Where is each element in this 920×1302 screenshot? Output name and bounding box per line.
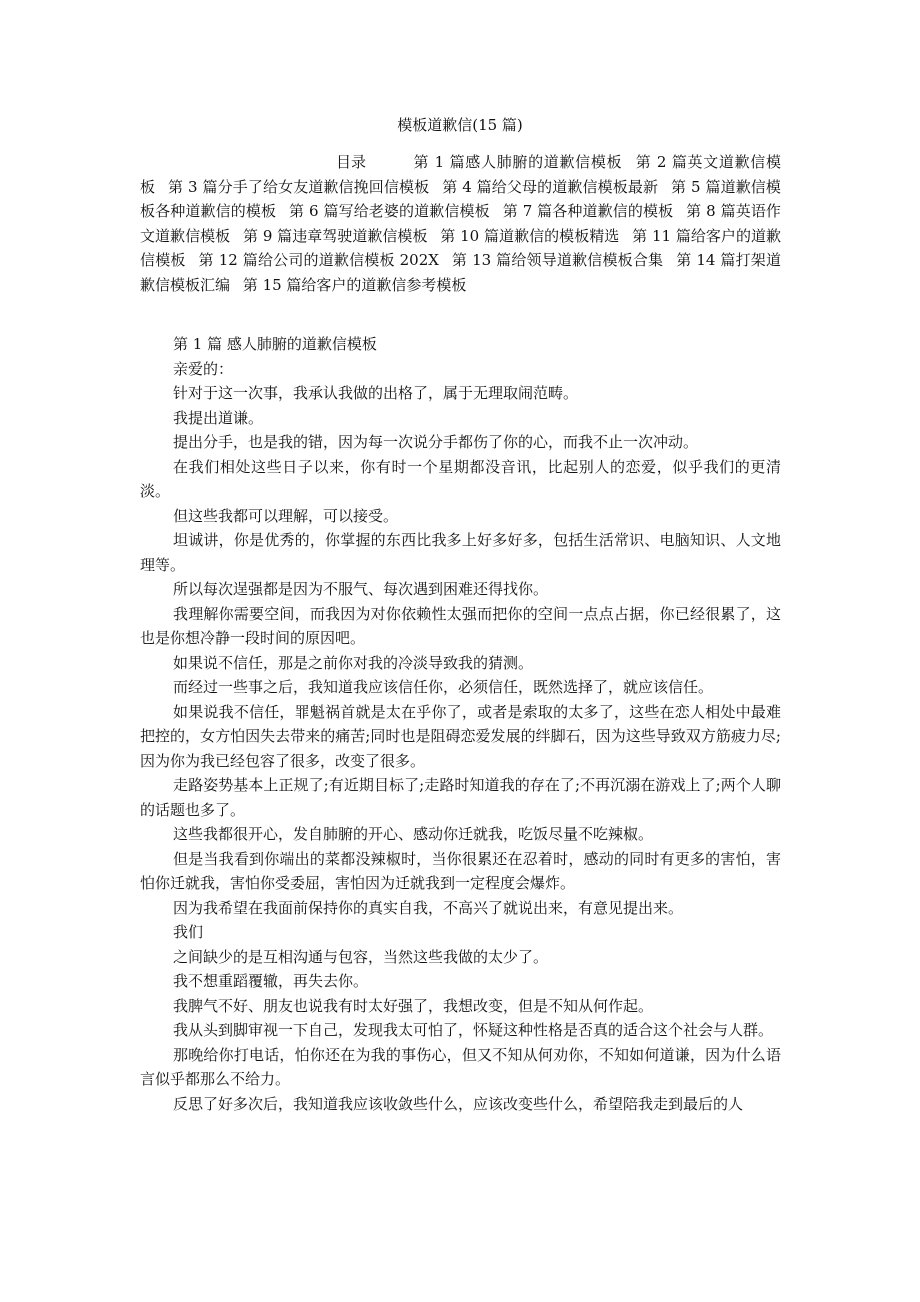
paragraph: 但这些我都可以理解，可以接受。 — [173, 506, 399, 525]
toc-item: 第 7 篇各种道歉信的模板 — [502, 202, 674, 220]
paragraph: 因为我希望在我面前保持你的真实自我，不高兴了就说出来，有意见提出来。 — [173, 898, 684, 917]
toc-item: 第 1 篇感人肺腑的道歉信模板 — [413, 153, 623, 171]
paragraph: 但是当我看到你端出的菜都没辣椒时，当你很累还在忍着时，感动的同时有更多的害怕，害怕你迁就我，害怕你受委屈，害怕因为迁就我到一定程度会爆炸。 — [140, 849, 781, 892]
paragraph: 如果说我不信任，罪魁祸首就是太在乎你了，或者是索取的太多了，这些在恋人相处中最难把控的，女方怕因失去带来的痛苦;同时也是阻碍恋爱发展的绊脚石，因为这些导致双方筋疲力尽;因为你为我已经包容了很多，改变了很多。 — [140, 702, 781, 770]
toc-item: 第 8 篇英语作文道歉信模板 — [140, 202, 781, 245]
paragraph: 如果说不信任，那是之前你对我的冷淡导致我的猜测。 — [173, 653, 534, 672]
document-body — [140, 332, 781, 1116]
toc-item: 第 15 篇给客户的道歉信参考模板 — [242, 275, 467, 294]
paragraph: 而经过一些事之后，我知道我应该信任你，必须信任，既然选择了，就应该信任。 — [173, 678, 714, 696]
toc-item: 第 5 篇道歉信模板各种道歉信的模板 — [140, 177, 781, 220]
toc-item: 第 11 篇给客户的道歉信模板 — [140, 226, 782, 269]
toc-item: 第 13 篇给领导道歉信模板合集 — [451, 251, 664, 269]
toc-item: 第 10 篇道歉信的模板精选 — [440, 226, 620, 245]
paragraph: 反思了好多次后，我知道我应该收敛些什么，应该改变些什么，希望陪我走到最后的人 — [173, 1094, 744, 1113]
toc-list — [140, 153, 781, 294]
toc-item: 第 4 篇给父母的道歉信模板最新 — [442, 177, 659, 196]
paragraph: 针对于这一次事，我承认我做的出格了，属于无理取闹范畴。 — [173, 384, 579, 402]
paragraph: 提出分手，也是我的错，因为每一次说分手都伤了你的心，而我不止一次冲动。 — [173, 433, 699, 451]
table-of-contents — [140, 150, 781, 297]
toc-item: 第 6 篇写给老婆的道歉信模板 — [289, 202, 490, 220]
paragraph: 亲爱的： — [173, 359, 234, 378]
toc-item: 第 3 篇分手了给女友道歉信挽回信模板 — [168, 177, 430, 196]
toc-item: 第 14 篇打架道歉信模板汇编 — [140, 251, 781, 294]
paragraph: 走路姿势基本上正规了;有近期目标了;走路时知道我的存在了;不再沉溺在游戏上了;两个人聊的话题也多了。 — [140, 776, 781, 819]
paragraph: 那晚给你打电话，怕你还在为我的事伤心，但又不知从何劝你，不知如何道谦，因为什么语言似乎都那么不给力。 — [140, 1045, 781, 1088]
document-title: 模板道歉信(15 篇) — [397, 116, 523, 134]
paragraph: 我从头到脚审视一下自己，发现我太可怕了，怀疑这种性格是否真的适合这个社会与人群。 — [173, 1021, 774, 1039]
toc-item: 第 9 篇违章驾驶道歉信模板 — [243, 226, 428, 245]
paragraph: 之间缺少的是互相沟通与包容，当然这些我做的太少了。 — [173, 947, 549, 966]
paragraph: 坦诚讲，你是优秀的，你掌握的东西比我多上好多好多，包括生活常识、电脑知识、人文地理等。 — [140, 531, 781, 574]
paragraph: 所以每次逞强都是因为不服气、每次遇到困难还得找你。 — [173, 580, 549, 598]
paragraph: 我脾气不好、朋友也说我有时太好强了，我想改变，但是不知从何作起。 — [173, 996, 654, 1015]
paragraph: 我不想重蹈覆辙，再失去你。 — [173, 972, 369, 990]
paragraph: 我们 — [173, 923, 204, 941]
paragraph: 这些我都很开心，发自肺腑的开心、感动你迁就我，吃饭尽量不吃辣椒。 — [173, 825, 654, 843]
paragraph: 在我们相处这些日子以来，你有时一个星期都没音讯，比起别人的恋爱，似乎我们的更清淡。 — [140, 457, 781, 500]
section-heading: 第 1 篇 感人肺腑的道歉信模板 — [173, 335, 377, 353]
toc-label: 目录 — [336, 153, 367, 171]
paragraph: 我理解你需要空间，而我因为对你依赖性太强而把你的空间一点点占据，你已经很累了，这也是你想冷静一段时间的原因吧。 — [140, 604, 781, 647]
paragraph: 我提出道谦。 — [173, 408, 264, 427]
toc-item: 第 12 篇给公司的道歉信模板 202X — [198, 251, 439, 269]
toc-item: 第 2 篇英文道歉信模板 — [140, 153, 781, 196]
